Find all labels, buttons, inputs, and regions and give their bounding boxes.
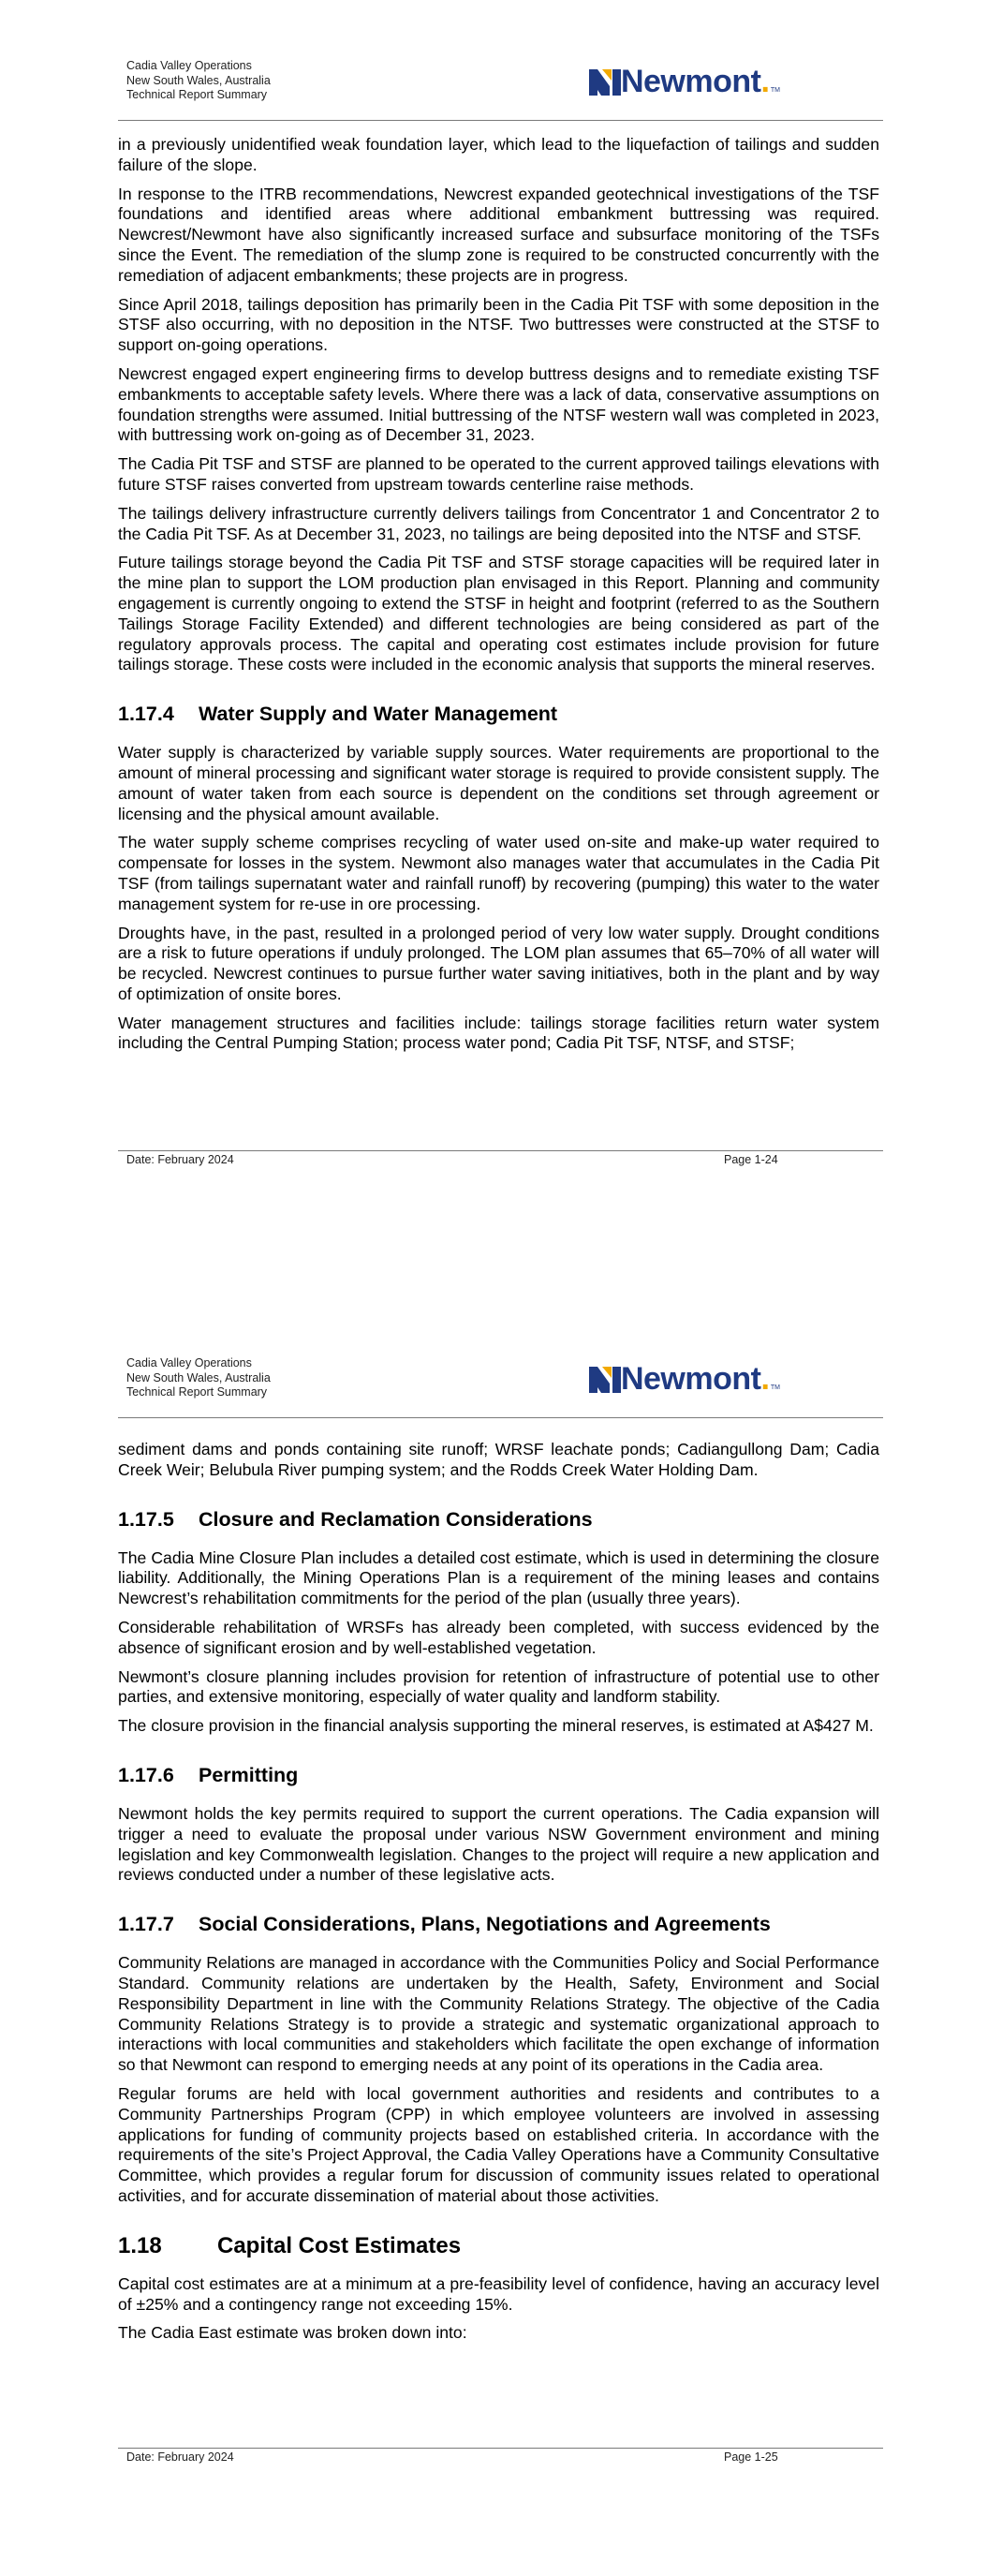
paragraph: The Cadia Mine Closure Plan includes a detailed cost estimate, which is used in determining the closure liability. Additionally, the Mining Operations Plan is a requirement of the mining leases and contains Newcrest’s rehabilitation commitments for the period of the plan (usually three years). [118,1547,879,1608]
section-number: 1.17.5 [118,1507,174,1531]
paragraph: Water management structures and facilities include: tailings storage facilities return water system including the Central Pumping Station; process water pond; Cadia Pit TSF, NTSF, and STSF; [118,1013,879,1053]
section-heading-closure [118,1507,879,1532]
section-number: 1.17.6 [118,1763,174,1786]
section-title: Social Considerations, Plans, Negotiations and Agreements [199,1913,771,1936]
paragraph: in a previously unidentified weak foundation layer, which lead to the liquefaction of tailings and sudden failure of the slope. [118,135,879,174]
page-header [118,1352,883,1418]
newmont-logo-mark-icon [589,1365,623,1393]
paragraph: The Cadia Pit TSF and STSF are planned to be operated to the current approved tailings elevations with future STSF raises converted from upstream towards centerline raise methods. [118,454,879,494]
page-body [118,135,879,1062]
header-line-location: New South Wales, Australia [126,73,271,87]
paragraph: Since April 2018, tailings deposition has primarily been in the Cadia Pit TSF with some deposition in the STSF also occurring, with no deposition in the NTSF. Two buttresses were constructed at the STSF to support on-going operations. [118,294,879,355]
newmont-logo [589,64,780,99]
section-heading-capital-cost [118,2233,879,2259]
paragraph: Newmont holds the key permits required to support the current operations. The Cadia expansion will trigger a need to evaluate the proposal under various NSW Government environment and mining legislation and key Commonwealth legislation. Changes to the project will require a new application and reviews conducted under a number of these legislative acts. [118,1803,879,1885]
header-line-operation: Cadia Valley Operations [126,59,252,72]
paragraph: Future tailings storage beyond the Cadia Pit TSF and STSF storage capacities will be required later in the mine plan to support the LOM production plan envisaged in this Report. Planning and community engagement is currently ongoing to extend the STSF in height and footprint (referred to as the Southern Tailings Storage Facility Extended) and different technologies are being considered as part of the regulatory approvals process. The capital and operating cost estimates include provision for future tailings storage. These costs were included in the economic analysis that supports the mineral reserves. [118,553,879,674]
paragraph: In response to the ITRB recommendations, Newcrest expanded geotechnical investigations of the TSF foundations and identified areas where additional embankment buttressing was required. Newcrest/Newmont have also significantly increased surface and subsurface monitoring of the TSFs since the Event. The remediation of the slump zone is required to be constructed concurrently with the remediation of adjacent embankments; these projects are in progress. [118,184,879,285]
header-line-operation: Cadia Valley Operations [126,1356,252,1369]
footer-date: Date: February 2024 [126,2450,234,2464]
header-line-report: Technical Report Summary [126,1385,268,1399]
paragraph: Droughts have, in the past, resulted in a prolonged period of very low water supply. Drought conditions are a risk to future operations if unduly prolonged. The LOM plan assumes that 65–70% of all water will be recycled. Newcrest continues to pursue further water saving initiatives, both in the plant and by way of optimization of onsite bores. [118,923,879,1003]
paragraph: Newcrest engaged expert engineering firms to develop buttress designs and to remediate existing TSF embankments to acceptable safety levels. Where there was a lack of data, conservative assumptions on foundation strengths were assumed. Initial buttressing of the NTSF western wall was completed in 2023, with buttressing work on-going as of December 31, 2023. [118,363,879,445]
paragraph: Community Relations are managed in accordance with the Communities Policy and Social Performance Standard. Community relations are undertaken by the Health, Safety, Environment and Social Responsibility Department in line with the Community Relations Strategy. The objective of the Cadia Community Relations Strategy is to provide a strategic and systematic organizational approach to interactions with local communities and stakeholders which facilitate the open exchange of information so that Newmont can respond to emerging needs at any point of its operations in the Cadia area. [118,1953,879,2075]
section-heading-water [118,702,879,726]
paragraph: The Cadia East estimate was broken down into: [118,2323,467,2343]
section-title: Capital Cost Estimates [217,2232,462,2258]
logo-trademark: TM [770,1384,780,1391]
newmont-logo-mark-icon [589,67,623,96]
paragraph: The closure provision in the financial analysis supporting the mineral reserves, is estimated at A$427 M. [118,1716,874,1736]
section-title: Water Supply and Water Management [199,703,558,726]
header-text-block [126,59,271,103]
document-page-1 [0,0,988,1279]
paragraph: Capital cost estimates are at a minimum at a pre-feasibility level of confidence, having an accuracy level of ±25% and a contingency range not exceeding 15%. [118,2273,879,2314]
section-heading-social [118,1912,879,1936]
header-line-report: Technical Report Summary [126,88,268,101]
page-body [118,1440,879,2352]
paragraph: The water supply scheme comprises recycling of water used on-site and make-up water required to compensate for losses in the system. Newmont also manages water that accumulates in the Cadia Pit TSF (from tailings supernatant water and rainfall runoff) by recovering (pumping) this water to the water management system for re-use in ore processing. [118,833,879,913]
paragraph: Water supply is characterized by variable supply sources. Water requirements are proportional to the amount of mineral processing and significant water storage is required to provide consistent supply. The amount of water taken from each source is dependent on the conditions set through agreement or licensing and the physical amount available. [118,743,879,823]
footer-date: Date: February 2024 [126,1153,234,1166]
footer-page-number: Page 1-25 [724,2450,778,2464]
logo-wordmark: Newmont [620,1361,761,1397]
header-text-block [126,1356,271,1400]
logo-dot: . [760,1361,770,1397]
logo-dot: . [760,64,770,99]
section-title: Closure and Reclamation Considerations [199,1507,593,1531]
section-number: 1.17.7 [118,1913,174,1936]
section-number: 1.18 [118,2232,162,2258]
section-heading-permitting [118,1763,879,1787]
section-number: 1.17.4 [118,703,174,726]
paragraph: The tailings delivery infrastructure currently delivers tailings from Concentrator 1 and Concentrator 2 to the Cadia Pit TSF. As at December 31, 2023, no tailings are being deposited into the NTSF and STSF. [118,503,879,543]
newmont-logo [589,1361,780,1397]
paragraph: Considerable rehabilitation of WRSFs has already been completed, with success evidenced by the absence of significant erosion and by well-established vegetation. [118,1617,879,1657]
paragraph: Newmont’s closure planning includes provision for retention of infrastructure of potential use to other parties, and extensive monitoring, especially of water quality and landform stability. [118,1666,879,1707]
paragraph: Regular forums are held with local government authorities and residents and contributes to a Community Partnerships Program (CPP) in which employee volunteers are involved in assessing applications for funding of community projects based on established criteria. In accordance with the requirements of the site’s Project Approval, the Cadia Valley Operations have a Community Consultative Committee, which provides a regular forum for discussion of community issues related to operational activities, and for accurate dissemination of material about those activities. [118,2083,879,2205]
section-title: Permitting [199,1763,299,1786]
paragraph: sediment dams and ponds containing site runoff; WRSF leachate ponds; Cadiangullong Dam; Cadia Creek Weir; Belubula River pumping system; and the Rodds Creek Water Holding Dam. [118,1440,879,1479]
page-footer [118,1150,883,1170]
footer-page-number: Page 1-24 [724,1153,778,1166]
document-page-2 [0,1297,988,2576]
header-line-location: New South Wales, Australia [126,1370,271,1384]
page-footer [118,2448,883,2467]
logo-trademark: TM [770,87,780,94]
logo-wordmark: Newmont [620,64,761,99]
page-header [118,54,883,121]
